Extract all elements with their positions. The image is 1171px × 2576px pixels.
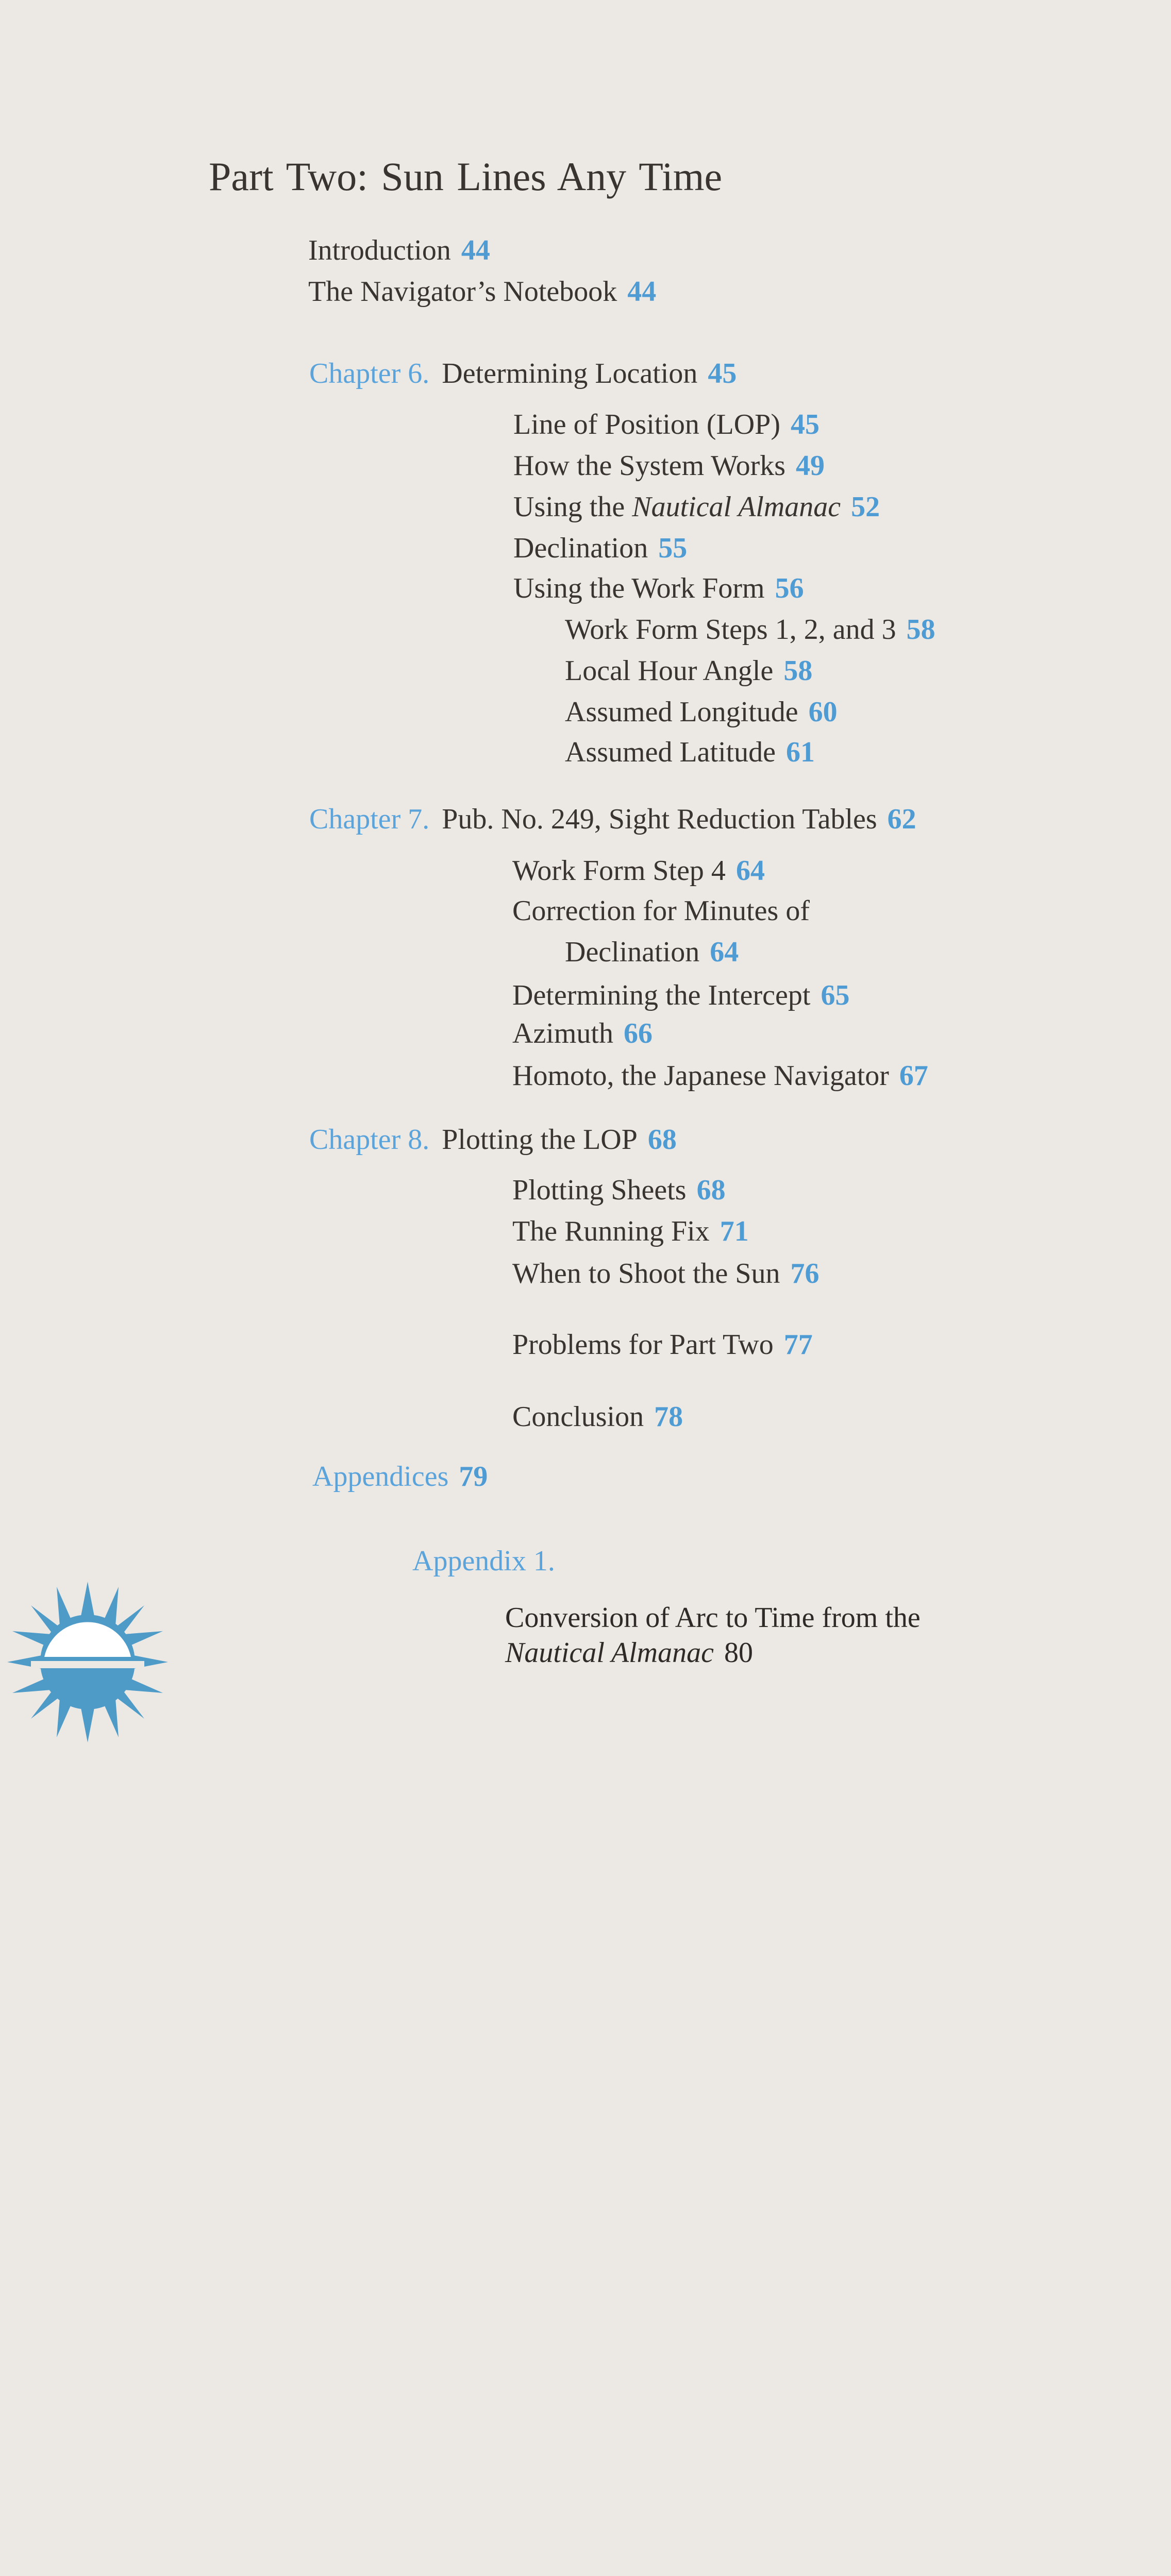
- page-number: 64: [710, 936, 739, 968]
- entry-text: Assumed Latitude: [565, 736, 776, 768]
- page-number: 45: [790, 409, 819, 440]
- page-number: 58: [906, 614, 935, 646]
- chapter-title: Plotting the LOP: [442, 1124, 638, 1156]
- chapter-8-heading: [309, 1125, 677, 1154]
- toc-entry: [512, 981, 849, 1010]
- page-number: 55: [658, 532, 688, 564]
- page-number: 60: [808, 696, 838, 728]
- entry-text-italic: Nautical Almanac: [632, 491, 841, 523]
- page-number: 78: [654, 1401, 683, 1433]
- entry-text: Declination: [513, 532, 648, 564]
- entry-text: Declination: [565, 936, 700, 968]
- page-number: 44: [627, 276, 657, 308]
- page-number: 58: [783, 655, 813, 687]
- toc-entry: [512, 1217, 749, 1246]
- chapter-label: Chapter 8.: [309, 1124, 430, 1156]
- entry-text: Plotting Sheets: [512, 1174, 687, 1206]
- toc-entry: [513, 534, 687, 563]
- toc-entry: [513, 574, 804, 603]
- entry-text: Homoto, the Japanese Navigator: [512, 1060, 889, 1092]
- sun-logo-icon: [0, 1574, 175, 1750]
- entry-text: Correction for Minutes of: [512, 895, 810, 927]
- page-number: 62: [887, 803, 916, 835]
- toc-subentry: [565, 698, 838, 726]
- page-number: 66: [623, 1018, 653, 1049]
- page-number: 64: [735, 855, 765, 887]
- chapter-label: Chapter 7.: [309, 803, 430, 835]
- entry-text: How the System Works: [513, 450, 786, 482]
- chapter-title: Pub. No. 249, Sight Reduction Tables: [442, 803, 877, 835]
- toc-entry: [513, 493, 880, 521]
- entry-text: Appendices: [312, 1461, 449, 1493]
- entry-text: Using the Work Form: [513, 572, 765, 604]
- appendix-label: Appendix 1.: [412, 1545, 555, 1577]
- page-number: 68: [696, 1174, 726, 1206]
- entry-text: Conversion of Arc to Time from the: [505, 1602, 921, 1634]
- toc-entry-conclusion: [512, 1402, 683, 1431]
- toc-entry-continuation: [565, 938, 739, 967]
- entry-text: Assumed Longitude: [565, 696, 798, 728]
- page-number: 67: [899, 1060, 928, 1092]
- page-number: 52: [851, 491, 880, 523]
- toc-entry: [513, 410, 819, 439]
- page-number: 71: [720, 1215, 749, 1247]
- appendix-1-line-1: [505, 1603, 921, 1632]
- toc-subentry: [565, 738, 815, 767]
- page-number: 77: [783, 1329, 813, 1361]
- entry-text: Line of Position (LOP): [513, 409, 780, 440]
- entry-text: Work Form Steps 1, 2, and 3: [565, 614, 896, 646]
- page-number: 44: [461, 234, 490, 266]
- page-number: 68: [647, 1124, 677, 1156]
- appendix-1-line-2: [505, 1638, 753, 1667]
- toc-subentry: [565, 615, 935, 644]
- page-number: 56: [775, 572, 804, 604]
- chapter-6-heading: [309, 359, 737, 388]
- toc-entry: [512, 1259, 819, 1288]
- entry-text: Using the: [513, 491, 632, 523]
- page-number: 79: [459, 1461, 488, 1493]
- page-number: 76: [790, 1258, 819, 1290]
- toc-entry: [512, 896, 810, 925]
- entry-text: Introduction: [308, 234, 451, 266]
- appendix-1-label: [412, 1547, 555, 1575]
- entry-text-italic: Nautical Almanac: [505, 1637, 714, 1669]
- entry-text: Azimuth: [512, 1018, 613, 1049]
- chapter-title: Determining Location: [442, 358, 698, 389]
- entry-text: Local Hour Angle: [565, 655, 774, 687]
- toc-entry-problems: [512, 1330, 813, 1359]
- part-title: Part Two: Sun Lines Any Time: [209, 154, 723, 199]
- toc-entry-appendices: [312, 1462, 488, 1491]
- toc-subentry: [565, 656, 812, 685]
- toc-entry: [512, 1061, 928, 1090]
- chapter-7-heading: [309, 805, 916, 834]
- entry-text: When to Shoot the Sun: [512, 1258, 780, 1290]
- entry-text: The Running Fix: [512, 1215, 710, 1247]
- page-number: 61: [786, 736, 815, 768]
- entry-text: The Navigator’s Notebook: [308, 276, 617, 308]
- entry-text: Conclusion: [512, 1401, 644, 1433]
- entry-text: Problems for Part Two: [512, 1329, 774, 1361]
- toc-entry: [513, 451, 825, 480]
- entry-text: Work Form Step 4: [512, 855, 726, 887]
- chapter-label: Chapter 6.: [309, 358, 430, 389]
- entry-text: Determining the Intercept: [512, 979, 811, 1011]
- page-number: 65: [821, 979, 850, 1011]
- toc-entry-navigators-notebook: [308, 277, 656, 306]
- page-number: 49: [796, 450, 825, 482]
- toc-entry: [512, 856, 765, 885]
- page-number: 80: [724, 1637, 753, 1669]
- toc-entry-introduction: [308, 236, 490, 265]
- toc-entry: [512, 1019, 653, 1048]
- page-number: 45: [708, 358, 737, 389]
- toc-entry: [512, 1176, 726, 1205]
